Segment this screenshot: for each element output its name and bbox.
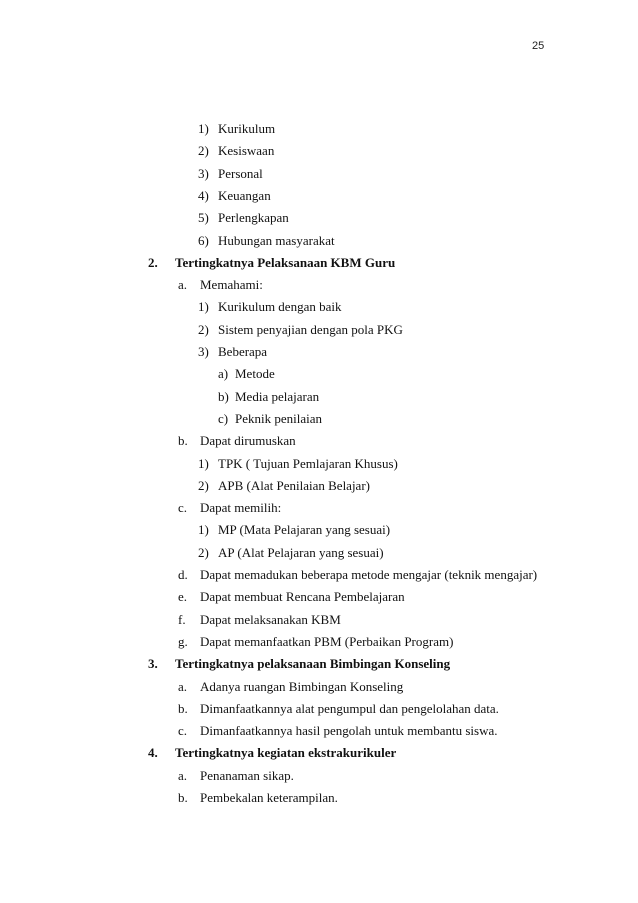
- list-marker: 3): [198, 344, 209, 359]
- list-text: Kurikulum dengan baik: [218, 299, 342, 314]
- list-item: [198, 344, 267, 360]
- list-text: Dapat memadukan beberapa metode mengajar (teknik mengajar): [200, 567, 538, 582]
- list-marker: 4): [198, 188, 209, 203]
- list-text: Dapat melaksanakan KBM: [200, 612, 341, 627]
- list-text: MP (Mata Pelajaran yang sesuai): [218, 522, 391, 537]
- list-text: Dimanfaatkannya alat pengumpul dan pengelolahan data.: [200, 701, 499, 716]
- list-text: Dapat memanfaatkan PBM (Perbaikan Program): [200, 634, 454, 649]
- list-marker: 1): [198, 456, 209, 471]
- list-text: AP (Alat Pelajaran yang sesuai): [218, 545, 384, 560]
- list-text: Hubungan masyarakat: [218, 233, 335, 248]
- list-text: Pembekalan keterampilan.: [200, 790, 338, 805]
- section-heading: [148, 745, 396, 761]
- list-item: [178, 612, 341, 628]
- list-item: [178, 701, 499, 717]
- list-item: [178, 723, 497, 739]
- list-marker: b.: [178, 701, 188, 716]
- list-marker: 2): [198, 322, 209, 337]
- list-marker: d.: [178, 567, 188, 582]
- page-number: 25: [532, 40, 545, 52]
- list-text: Dapat dirumuskan: [200, 433, 296, 448]
- list-marker: a.: [178, 277, 188, 292]
- list-marker: f.: [178, 612, 186, 627]
- list-marker: c.: [178, 500, 188, 515]
- list-text: Dapat membuat Rencana Pembelajaran: [200, 589, 405, 604]
- list-item: [198, 233, 335, 249]
- list-marker: c): [218, 411, 229, 426]
- list-text: Sistem penyajian dengan pola PKG: [218, 322, 403, 337]
- list-text: Kurikulum: [218, 121, 276, 136]
- list-item: [178, 567, 537, 583]
- list-marker: 2): [198, 143, 209, 158]
- list-text: TPK ( Tujuan Pemlajaran Khusus): [218, 456, 398, 471]
- list-item: [178, 634, 453, 650]
- list-text: Kesiswaan: [218, 143, 275, 158]
- list-item: [198, 522, 390, 538]
- list-marker: 1): [198, 522, 209, 537]
- list-item: [198, 143, 274, 159]
- list-marker: b): [218, 389, 229, 404]
- list-marker: 1): [198, 121, 209, 136]
- list-item: [198, 210, 289, 226]
- list-text: Media pelajaran: [235, 389, 320, 404]
- list-item: [178, 277, 263, 293]
- list-item: [178, 433, 296, 449]
- list-marker: 2): [198, 545, 209, 560]
- list-item: [198, 188, 271, 204]
- list-item: [218, 411, 322, 427]
- list-text: Adanya ruangan Bimbingan Konseling: [200, 679, 404, 694]
- list-item: [198, 545, 384, 561]
- list-text: Beberapa: [218, 344, 268, 359]
- list-item: [178, 790, 338, 806]
- list-item: [198, 166, 263, 182]
- list-text: Tertingkatnya pelaksanaan Bimbingan Konseling: [175, 656, 451, 671]
- section-heading: [148, 656, 450, 672]
- list-marker: b.: [178, 790, 188, 805]
- list-item: [198, 456, 398, 472]
- list-text: Dimanfaatkannya hasil pengolah untuk membantu siswa.: [200, 723, 498, 738]
- list-item: [218, 366, 275, 382]
- list-text: Memahami:: [200, 277, 263, 292]
- list-text: Metode: [235, 366, 275, 381]
- list-marker: 2.: [148, 255, 158, 270]
- list-item: [178, 768, 294, 784]
- list-marker: 2): [198, 478, 209, 493]
- list-marker: a): [218, 366, 229, 381]
- list-marker: 3): [198, 166, 209, 181]
- list-text: Tertingkatnya Pelaksanaan KBM Guru: [175, 255, 396, 270]
- list-text: Dapat memilih:: [200, 500, 282, 515]
- list-text: Peknik penilaian: [235, 411, 323, 426]
- list-marker: c.: [178, 723, 188, 738]
- list-item: [178, 679, 403, 695]
- list-marker: 6): [198, 233, 209, 248]
- list-marker: 3.: [148, 656, 158, 671]
- list-marker: a.: [178, 679, 188, 694]
- list-marker: 4.: [148, 745, 158, 760]
- list-text: Personal: [218, 166, 263, 181]
- list-item: [198, 299, 341, 315]
- list-marker: g.: [178, 634, 188, 649]
- list-marker: 5): [198, 210, 209, 225]
- list-item: [218, 389, 319, 405]
- list-item: [198, 121, 275, 137]
- list-text: Keuangan: [218, 188, 271, 203]
- section-heading: [148, 255, 395, 271]
- list-text: Perlengkapan: [218, 210, 289, 225]
- list-item: [198, 478, 370, 494]
- list-marker: b.: [178, 433, 188, 448]
- list-text: Tertingkatnya kegiatan ekstrakurikuler: [175, 745, 397, 760]
- list-item: [178, 500, 281, 516]
- list-marker: e.: [178, 589, 188, 604]
- list-item: [198, 322, 403, 338]
- list-item: [178, 589, 405, 605]
- list-marker: a.: [178, 768, 188, 783]
- list-text: Penanaman sikap.: [200, 768, 294, 783]
- list-text: APB (Alat Penilaian Belajar): [218, 478, 370, 493]
- list-marker: 1): [198, 299, 209, 314]
